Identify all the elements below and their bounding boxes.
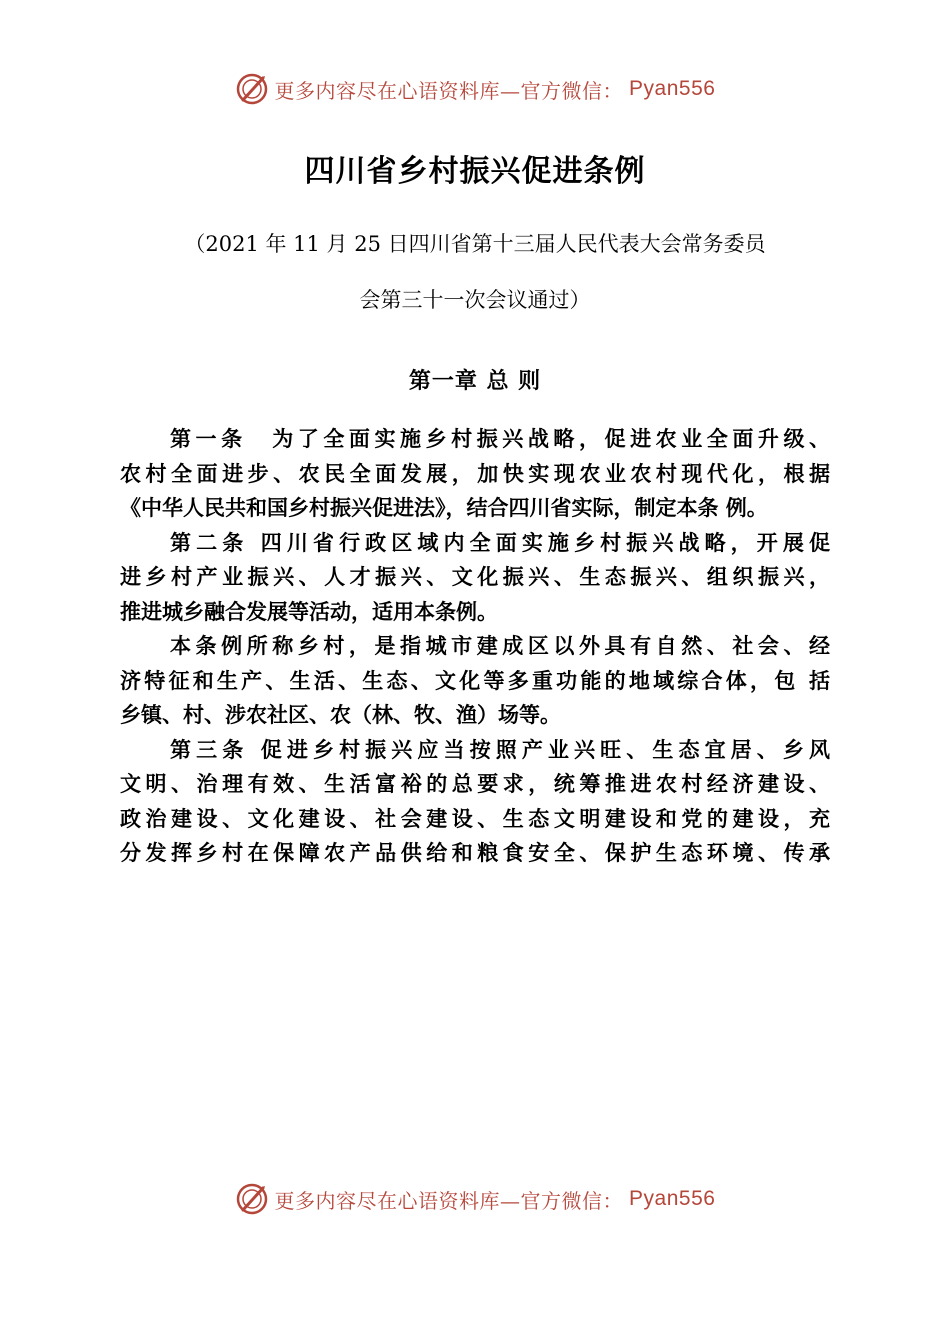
document-title: 四川省乡村振兴促进条例	[304, 154, 646, 189]
body-line: 推进城乡融合发展等活动，适用本条例。	[120, 599, 498, 624]
footer-watermark	[0, 1182, 950, 1216]
body-line: 乡镇、村、涉农社区、农（林、牧、渔）场等。	[120, 703, 561, 727]
chapter-heading: 第一章 总 则	[408, 369, 542, 394]
body-line: 第三条 促进乡村振兴应当按照产业兴旺、生态宜居、乡风	[170, 737, 830, 762]
watermark-text: 更多内容尽在心语资料库—官方微信：	[274, 78, 624, 103]
watermark-wechat-id: Pyan556	[629, 77, 716, 100]
body-line: 进乡村产业振兴、人才振兴、文化振兴、生态振兴、组织振兴，	[120, 565, 830, 589]
header-watermark	[0, 72, 950, 106]
pen-logo-icon	[235, 1182, 269, 1216]
body-line: 本条例所称乡村，是指城市建成区以外具有自然、社会、经	[170, 634, 830, 658]
body-line: 第二条 四川省行政区域内全面实施乡村振兴战略，开展促	[170, 530, 830, 555]
body-line: 第一条 为了全面实施乡村振兴战略，促进农业全面升级、	[170, 427, 830, 451]
watermark-text: 更多内容尽在心语资料库—官方微信：	[274, 1188, 624, 1213]
pen-logo-icon	[235, 72, 269, 106]
body-line: 文明、治理有效、生活富裕的总要求，统筹推进农村经济建设、	[120, 772, 830, 796]
watermark-wechat-id: Pyan556	[629, 1187, 716, 1210]
body-line: 分发挥乡村在保障农产品供给和粮食安全、保护生态环境、传承	[120, 841, 830, 865]
subtitle-line-2: 会第三十一次会议通过）	[359, 288, 591, 312]
subtitle-line-1: （2021 年 11 月 25 日四川省第十三届人民代表大会常务委员	[184, 232, 766, 256]
body-line: 《中华人民共和国乡村振兴促进法》，结合四川省实际，制定本条 例。	[120, 496, 768, 520]
body-line: 农村全面进步、农民全面发展，加快实现农业农村现代化，根据	[120, 461, 830, 486]
article-body	[120, 422, 830, 871]
body-line: 政治建设、文化建设、社会建设、生态文明建设和党的建设，充	[120, 806, 830, 831]
body-line: 济特征和生产、生活、生态、文化等多重功能的地域综合体，包 括	[120, 668, 830, 693]
